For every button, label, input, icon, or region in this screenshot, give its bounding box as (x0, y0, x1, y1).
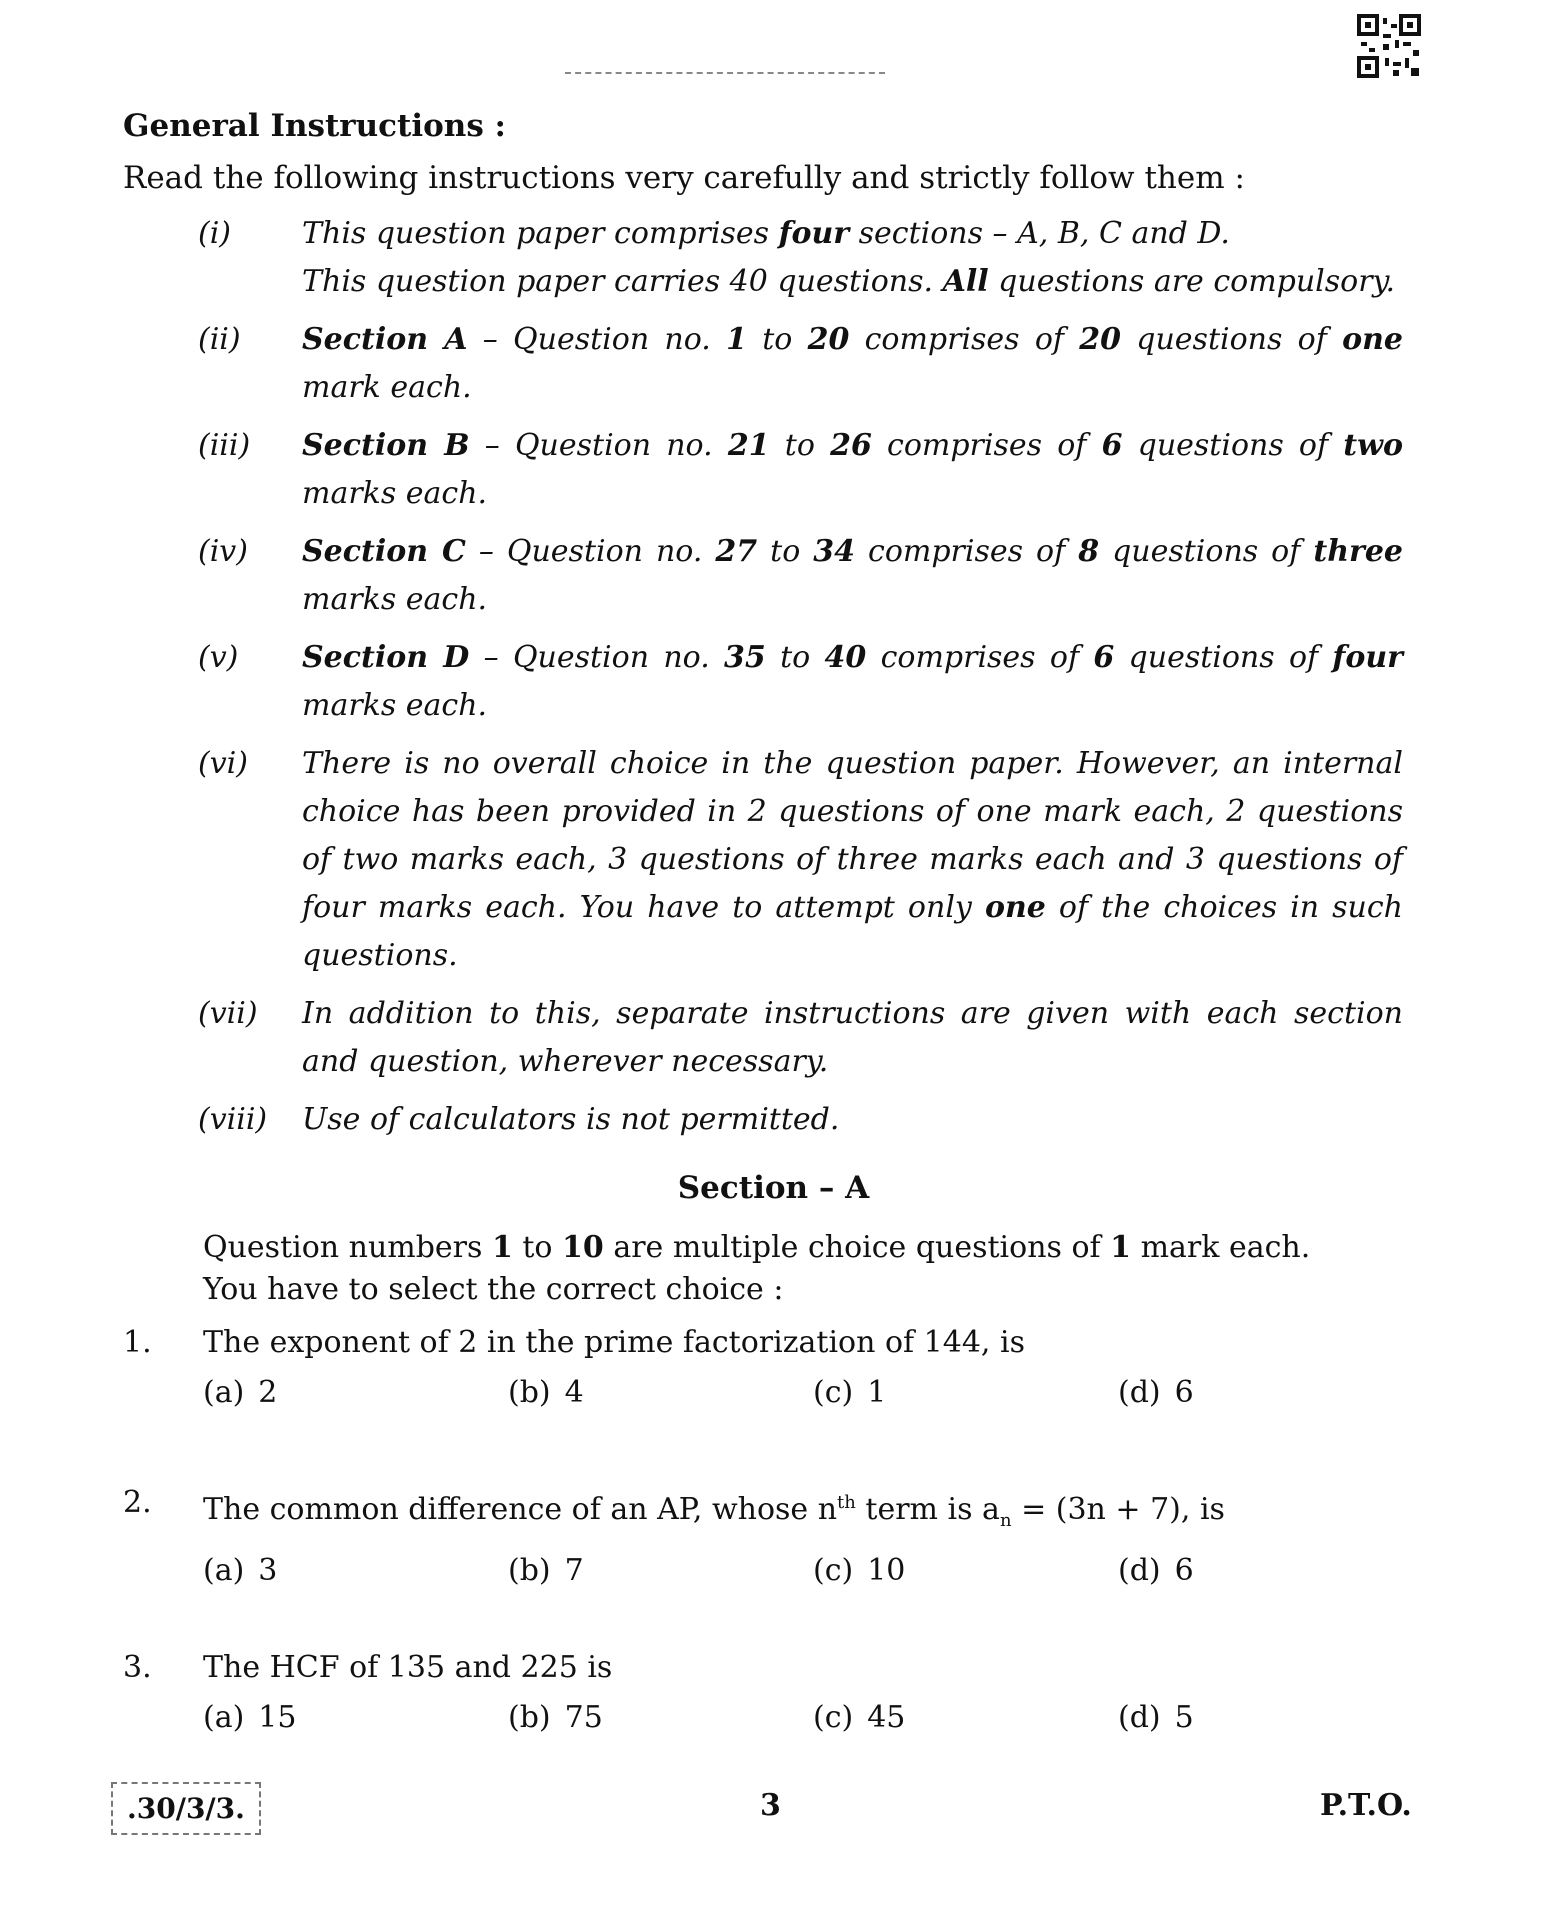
question (123, 1648, 1423, 1735)
instruction-text: Use of calculators is not permitted. (302, 1102, 840, 1137)
option-label: (c) (813, 1375, 854, 1410)
instruction-number: (iv) (198, 534, 248, 569)
instruction-text: This question paper comprises four sections – A, B, C and D. This question paper carries 40 questions. All questions are compulsory. (302, 216, 1396, 299)
option-label: (a) (203, 1553, 245, 1588)
option-value: 3 (258, 1553, 278, 1588)
instruction-item (198, 422, 1403, 518)
pto-label: P.T.O. (1320, 1788, 1412, 1823)
option-value: 2 (258, 1375, 278, 1410)
option (813, 1375, 1118, 1410)
option-label: (b) (508, 1375, 551, 1410)
section-a-title: Section – A (677, 1170, 870, 1206)
question-text: The HCF of 135 and 225 is (203, 1650, 613, 1685)
option (813, 1553, 1118, 1588)
option (508, 1700, 813, 1735)
instruction-number: (v) (198, 640, 239, 675)
option-label: (d) (1118, 1553, 1161, 1588)
option-value: 1 (867, 1375, 887, 1410)
option-label: (a) (203, 1375, 245, 1410)
instruction-number: (ii) (198, 322, 241, 357)
option-label: (d) (1118, 1700, 1161, 1735)
instruction-text: In addition to this, separate instructions are given with each section and question, wherever necessary. (302, 996, 1403, 1079)
instruction-item (198, 528, 1403, 624)
option (203, 1375, 508, 1410)
option-value: 6 (1174, 1553, 1194, 1588)
option-value: 45 (867, 1700, 906, 1735)
option (1118, 1375, 1423, 1410)
instruction-item (198, 990, 1403, 1086)
general-instructions-title: General Instructions : (123, 108, 507, 144)
option-label: (b) (508, 1700, 551, 1735)
option (1118, 1553, 1423, 1588)
option-value: 4 (564, 1375, 584, 1410)
option-value: 5 (1174, 1700, 1194, 1735)
option-value: 7 (564, 1553, 584, 1588)
instruction-item (198, 634, 1403, 730)
header-dashed-line (565, 72, 885, 74)
question-number: 3. (123, 1650, 152, 1685)
question-number: 2. (123, 1485, 152, 1520)
instruction-number: (vi) (198, 746, 248, 781)
instruction-number: (iii) (198, 428, 251, 463)
instruction-text: There is no overall choice in the question paper. However, an internal choice has been provided in 2 questions of one mark each, 2 questions of two marks each, 3 questions of three marks each and 3 questions of four marks each. You have to attempt only one of the choices in such questions. (302, 746, 1403, 973)
option-label: (d) (1118, 1375, 1161, 1410)
option-label: (a) (203, 1700, 245, 1735)
instruction-number: (i) (198, 216, 232, 251)
option-value: 15 (258, 1700, 297, 1735)
instruction-number: (vii) (198, 996, 258, 1031)
option (508, 1375, 813, 1410)
instruction-item (198, 316, 1403, 412)
options-row (203, 1700, 1423, 1735)
instruction-number: (viii) (198, 1102, 268, 1137)
instruction-item (198, 210, 1403, 306)
option-value: 10 (867, 1553, 906, 1588)
qr-code-icon (1357, 14, 1421, 78)
instructions-list (198, 210, 1403, 1154)
instruction-text: Section C – Question no. 27 to 34 comprises of 8 questions of three marks each. (302, 534, 1403, 617)
instruction-item (198, 1096, 1403, 1144)
question-text: The exponent of 2 in the prime factorization of 144, is (203, 1325, 1025, 1360)
paper-code: .30/3/3. (111, 1782, 261, 1835)
option (203, 1700, 508, 1735)
option-label: (c) (813, 1700, 854, 1735)
general-instructions-intro: Read the following instructions very carefully and strictly follow them : (123, 160, 1245, 196)
question-number: 1. (123, 1325, 152, 1360)
option-label: (b) (508, 1553, 551, 1588)
options-row (203, 1553, 1423, 1588)
instruction-text: Section D – Question no. 35 to 40 comprises of 6 questions of four marks each. (302, 640, 1403, 723)
option-value: 6 (1174, 1375, 1194, 1410)
option (508, 1553, 813, 1588)
option (203, 1553, 508, 1588)
question-text: The common difference of an AP, whose $n^{th}$ term is $a_n = (3n + 7)$, is (203, 1492, 1225, 1531)
instruction-item (198, 740, 1403, 980)
instruction-text: Section B – Question no. 21 to 26 comprises of 6 questions of two marks each. (302, 428, 1403, 511)
question (123, 1323, 1423, 1410)
question (123, 1483, 1423, 1588)
options-row (203, 1375, 1423, 1410)
page-number: 3 (760, 1788, 781, 1823)
section-a-note: Question numbers 1 to 10 are multiple choice questions of 1 mark each. You have to select the correct choice : (203, 1230, 1311, 1307)
instruction-text: Section A – Question no. 1 to 20 comprises of 20 questions of one mark each. (302, 322, 1403, 405)
option (813, 1700, 1118, 1735)
option (1118, 1700, 1423, 1735)
option-label: (c) (813, 1553, 854, 1588)
option-value: 75 (564, 1700, 603, 1735)
